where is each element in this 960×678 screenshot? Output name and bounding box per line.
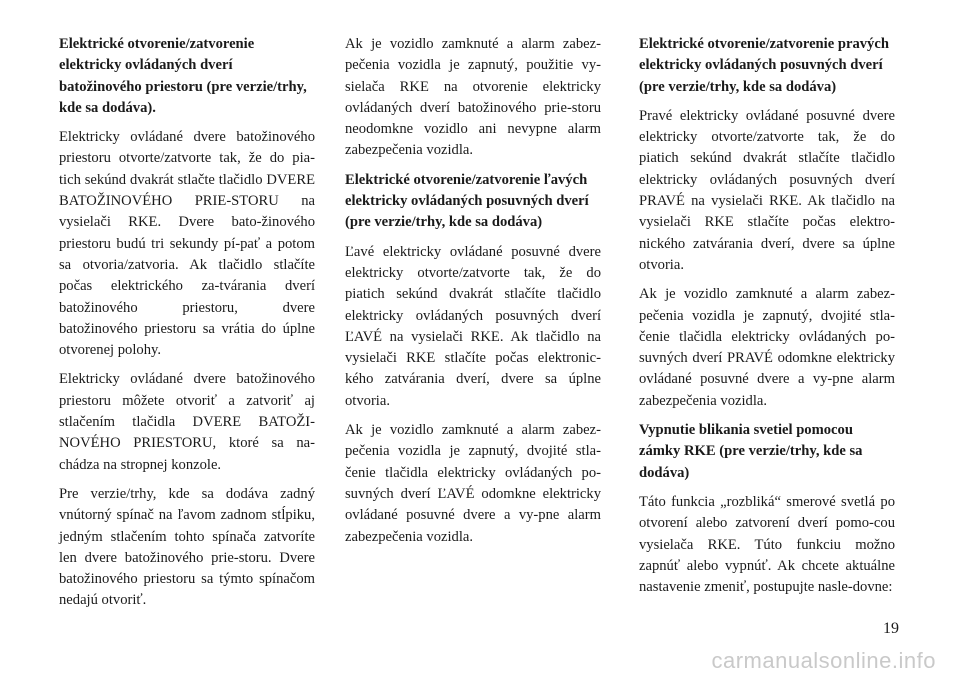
watermark: carmanualsonline.info — [711, 648, 936, 673]
paragraph: Ak je vozidlo zamknuté a alarm zabez-pečenia vozidla je zapnutý, dvojité stla-čenie tlačidla elektricky ovládaných po-suvných dverí ĽAVÉ odomkne elektricky ovládané posuvné dvere a vy-pne alarm zabezpečenia vozidla. — [345, 422, 601, 545]
page-number: 19 — [883, 620, 899, 637]
paragraph: Pravé elektricky ovládané posuvné dvere elektricky otvorte/zatvorte tak, že do piatich sekúnd dvakrát stlačíte tlačidlo elektricky ovládaných posuvných dverí PRAVÉ na vysielači RKE. Ak tlačidlo na vysielači RKE stlačíte počas elektro-nického zatvárania dverí, dvere sa úplne otvoria. — [639, 107, 895, 273]
paragraph: Ak je vozidlo zamknuté a alarm zabez-pečenia vozidla je zapnutý, dvojité stla-čenie tlačidla elektricky ovládaných po-suvných dverí PRAVÉ odomkne elektricky ovládané posuvné dvere a vy-pne alarm zabezpečenia vozidla. — [639, 286, 895, 409]
paragraph: Elektricky ovládané dvere batožinového priestoru môžete otvoriť a zatvoriť aj stlačením tlačidla DVERE BATOŽI-NOVÉHO PRIESTORU, ktoré sa na-chádza na stropnej konzole. — [59, 371, 315, 473]
paragraph: Ľavé elektricky ovládané posuvné dvere elektricky otvorte/zatvorte tak, že do piatich sekúnd dvakrát stlačíte tlačidlo elektricky ovládaných posuvných dverí ĽAVÉ na vysielači RKE. Ak tlačidlo na vysielači RKE stlačíte počas elektronic-kého zatvárania dverí, dvere sa úplne otvoria. — [345, 243, 601, 409]
column-left — [59, 34, 315, 620]
heading-tailgate-power: Elektrické otvorenie/zatvorenie elektricky ovládaných dverí batožinového priestoru (pre verzie/trhy, kde sa dodáva). — [59, 36, 307, 116]
column-middle — [345, 34, 601, 556]
heading-right-sliding-door: Elektrické otvorenie/zatvorenie pravých elektricky ovládaných posuvných dverí (pre verzie/trhy, kde sa dodáva) — [639, 36, 889, 95]
paragraph: Elektricky ovládané dvere batožinového priestoru otvorte/zatvorte tak, že do pia-tich sekúnd dvakrát stlačte tlačidlo DVERE BATOŽINOVÉHO PRIE-STORU na vysielači RKE. Dvere bato-žinového priestoru budú tri sekundy pí-pať a potom sa otvoria/zatvoria. Ak tlačidlo stlačíte počas elektrického za-tvárania dverí batožinového priestoru, dvere batožinového priestoru sa vrátia do úplne otvorenej polohy. — [59, 129, 315, 359]
paragraph: Táto funkcia „rozbliká“ smerové svetlá po otvorení alebo zatvorení dverí pomo-cou vysielača RKE. Túto funkciu možno zapnúť alebo vypnúť. Ak chcete aktuálne nastavenie zmeniť, postupujte nasle-dovne: — [639, 493, 895, 596]
heading-flash-lights: Vypnutie blikania svetiel pomocou zámky RKE (pre verzie/trhy, kde sa dodáva) — [639, 422, 863, 481]
paragraph: Ak je vozidlo zamknuté a alarm zabez-pečenia vozidla je zapnutý, použitie vy-sielača RKE na otvorenie elektricky ovládaných dverí batožinového prie-storu neodomkne vozidlo ani nevypne alarm zabezpečenia vozidla. — [345, 36, 601, 159]
paragraph: Pre verzie/trhy, kde sa dodáva zadný vnútorný spínač na ľavom zadnom stĺpiku, jedným stlačením tohto spínača zatvoríte len dvere batožinového prie-storu. Dvere batožinového priestoru sa týmto spínačom nedajú otvoriť. — [59, 485, 315, 609]
column-right — [639, 34, 895, 606]
heading-left-sliding-door: Elektrické otvorenie/zatvorenie ľavých elektricky ovládaných posuvných dverí (pre verzie/trhy, kde sa dodáva) — [345, 171, 589, 231]
